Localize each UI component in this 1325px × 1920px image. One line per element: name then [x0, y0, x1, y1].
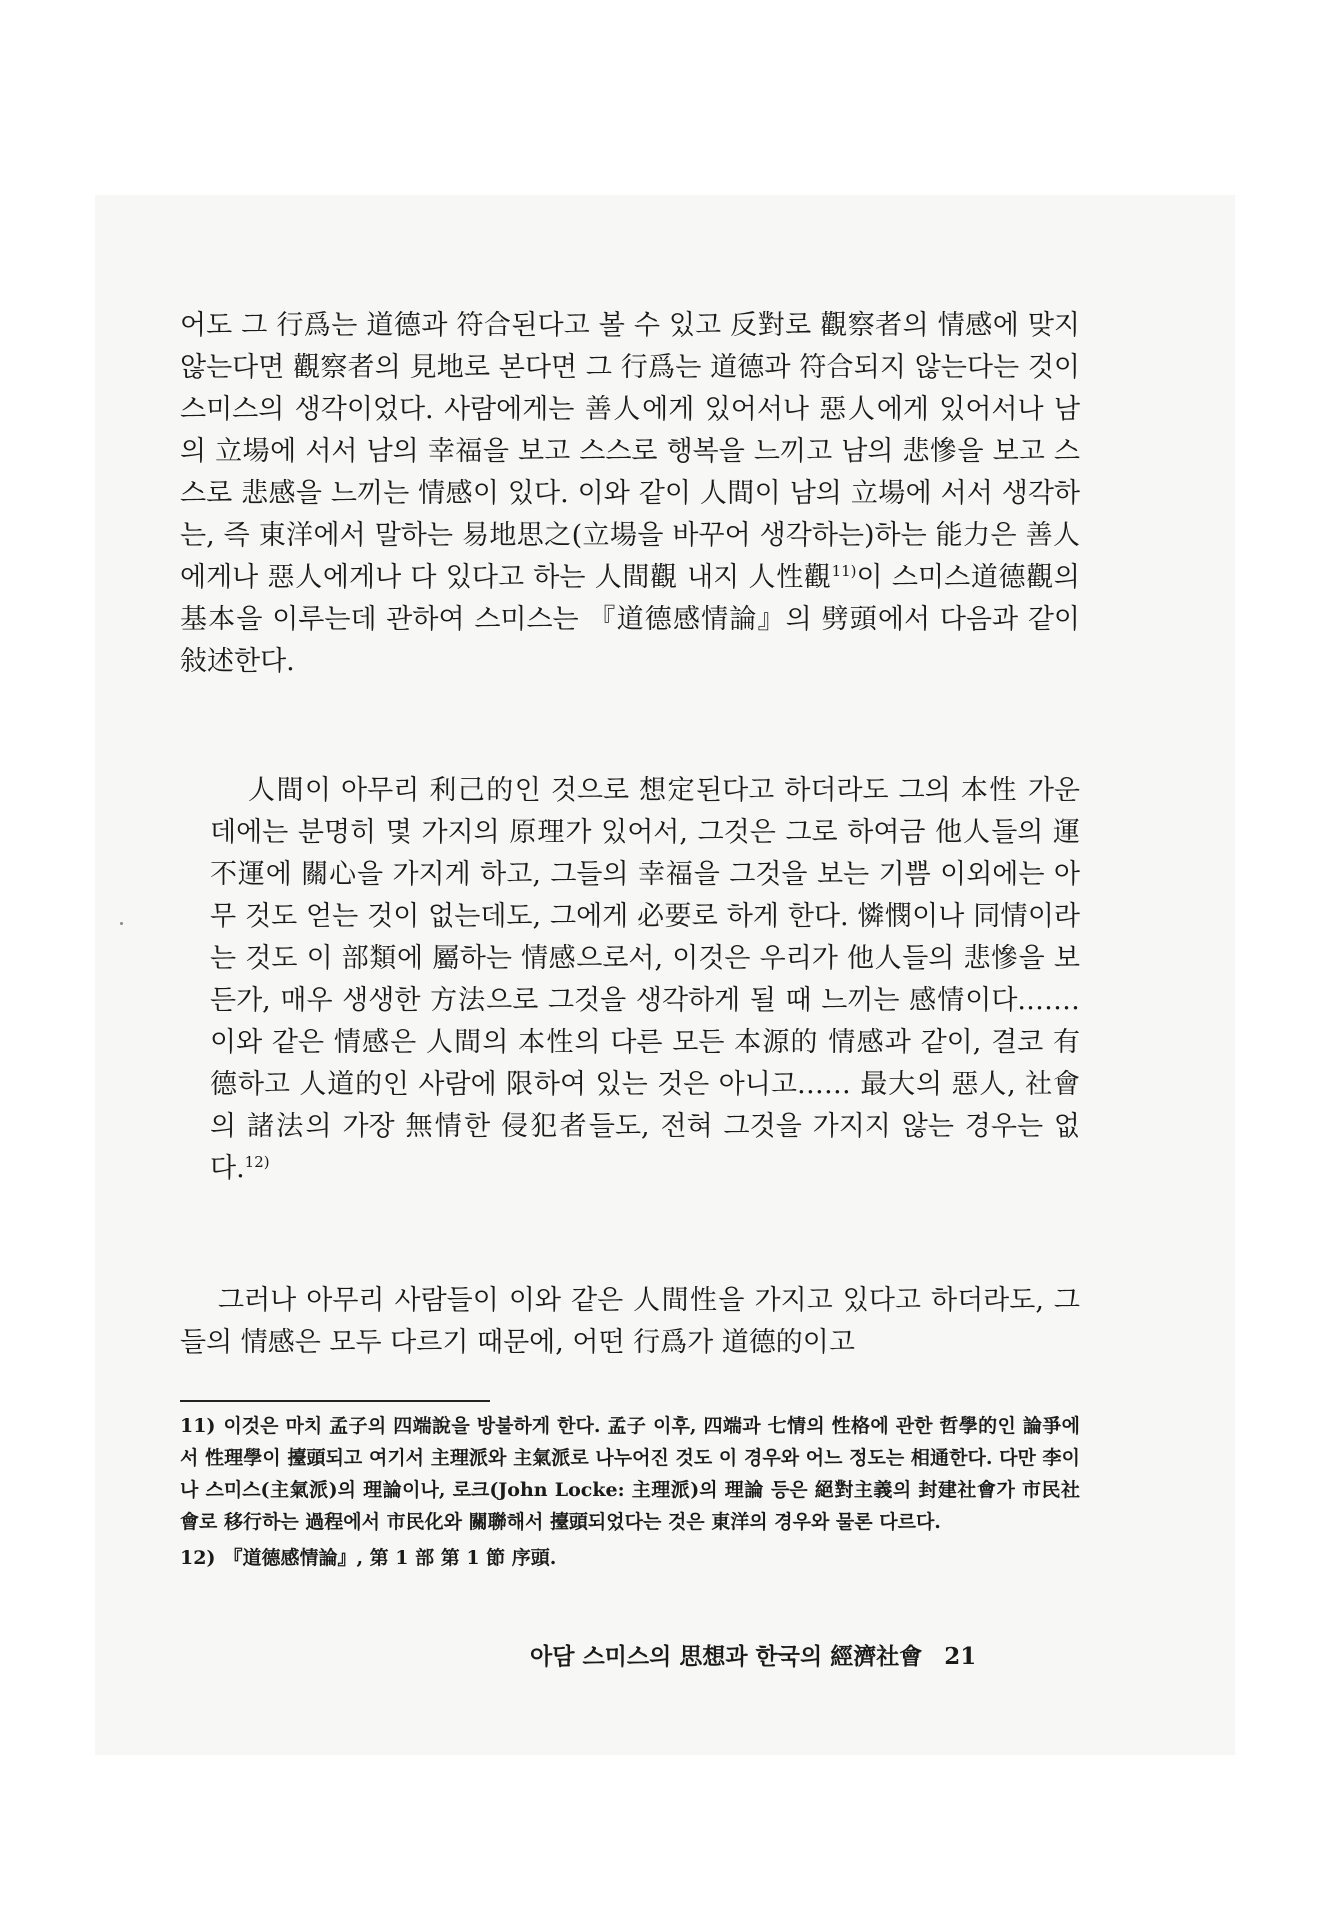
footnote-text: 이것은 마치 孟子의 四端說을 방불하게 한다. 孟子 이후, 四端과 七情의 性格에 관한 哲學的인 論爭에서 性理學이 擡頭되고 여기서 主理派와 主氣派로 나누어진 것도 이 경우와 어느 정도는 相通한다. 다만 李이나 스미스(主氣派)의 理論이나, 로크(John Locke: 主理派)의 理論 등은 絕對主義의 封建社會가 市民社會로 移行하는 過程에서 市民化와 關聯해서 擡頭되었다는 것은 東洋의 경우와 물론 다르다. — [180, 1415, 1080, 1533]
footnotes — [180, 1410, 1080, 1574]
page-number: 21 — [944, 1643, 977, 1670]
body-paragraph-2: 그러나 아무리 사람들이 이와 같은 人間性을 가지고 있다고 하더라도, 그들의 情感은 모두 다르기 때문에, 어떤 行爲가 道德的이고 — [180, 1285, 1080, 1358]
footnote-number: 11) — [180, 1415, 216, 1437]
margin-speck — [120, 922, 123, 925]
running-title: 아담 스미스의 思想과 한국의 經濟社會 — [530, 1643, 923, 1670]
block-quote — [210, 770, 1080, 1190]
footnote-text: 『道德感情論』, 第 1 部 第 1 節 序頭. — [223, 1547, 557, 1569]
paragraph-1-tail: 이 스미스道德觀의 基本을 이루는데 관하여 스미스는 『道德感情論』의 劈頭에서 다음과 같이 敍述한다. — [180, 562, 1080, 677]
footnote-ref-12: 12) — [244, 1153, 270, 1171]
paragraph-1-text: 어도 그 行爲는 道德과 符合된다고 볼 수 있고 反對로 觀察者의 情感에 맞지 않는다면 觀察者의 見地로 본다면 그 行爲는 道德과 符合되지 않는다는 것이 스미스의 생각이었다. 사람에게는 善人에게 있어서나 惡人에게 있어서나 남의 立場에 서서 남의 幸福을 보고 스스로 행복을 느끼고 남의 悲慘을 보고 스스로 悲感을 느끼는 情感이 있다. 이와 같이 人間이 남의 立場에 서서 생각하는, 즉 東洋에서 말하는 易地思之(立場을 바꾸어 생각하는)하는 能力은 善人에게나 惡人에게나 다 있다고 하는 人間觀 내지 人性觀 — [180, 310, 1080, 593]
footnote-ref-11: 11) — [831, 562, 857, 580]
running-footer — [530, 1638, 1060, 1671]
footnote-11 — [180, 1410, 1080, 1538]
footnote-12 — [180, 1542, 1080, 1574]
footnote-number: 12) — [180, 1547, 216, 1569]
footnote-rule — [180, 1400, 490, 1402]
quote-text: 人間이 아무리 利己的인 것으로 想定된다고 하더라도 그의 本性 가운데에는 분명히 몇 가지의 原理가 있어서, 그것은 그로 하여금 他人들의 運不運에 關心을 가지게 하고, 그들의 幸福을 그것을 보는 기쁨 이외에는 아무 것도 얻는 것이 없는데도, 그에게 必要로 하게 한다. 憐憫이나 同情이라는 것도 이 部類에 屬하는 情感으로서, 이것은 우리가 他人들의 悲慘을 보든가, 매우 생생한 方法으로 그것을 생각하게 될 때 느끼는 感情이다.…… 이와 같은 情感은 人間의 本性의 다른 모든 本源的 情感과 같이, 결코 有德하고 人道的인 사람에 限하여 있는 것은 아니고…… 最大의 惡人, 社會의 諸法의 가장 無情한 侵犯者들도, 전혀 그것을 가지지 않는 경우는 없다. — [210, 775, 1080, 1184]
body-paragraph-1 — [180, 305, 1080, 683]
